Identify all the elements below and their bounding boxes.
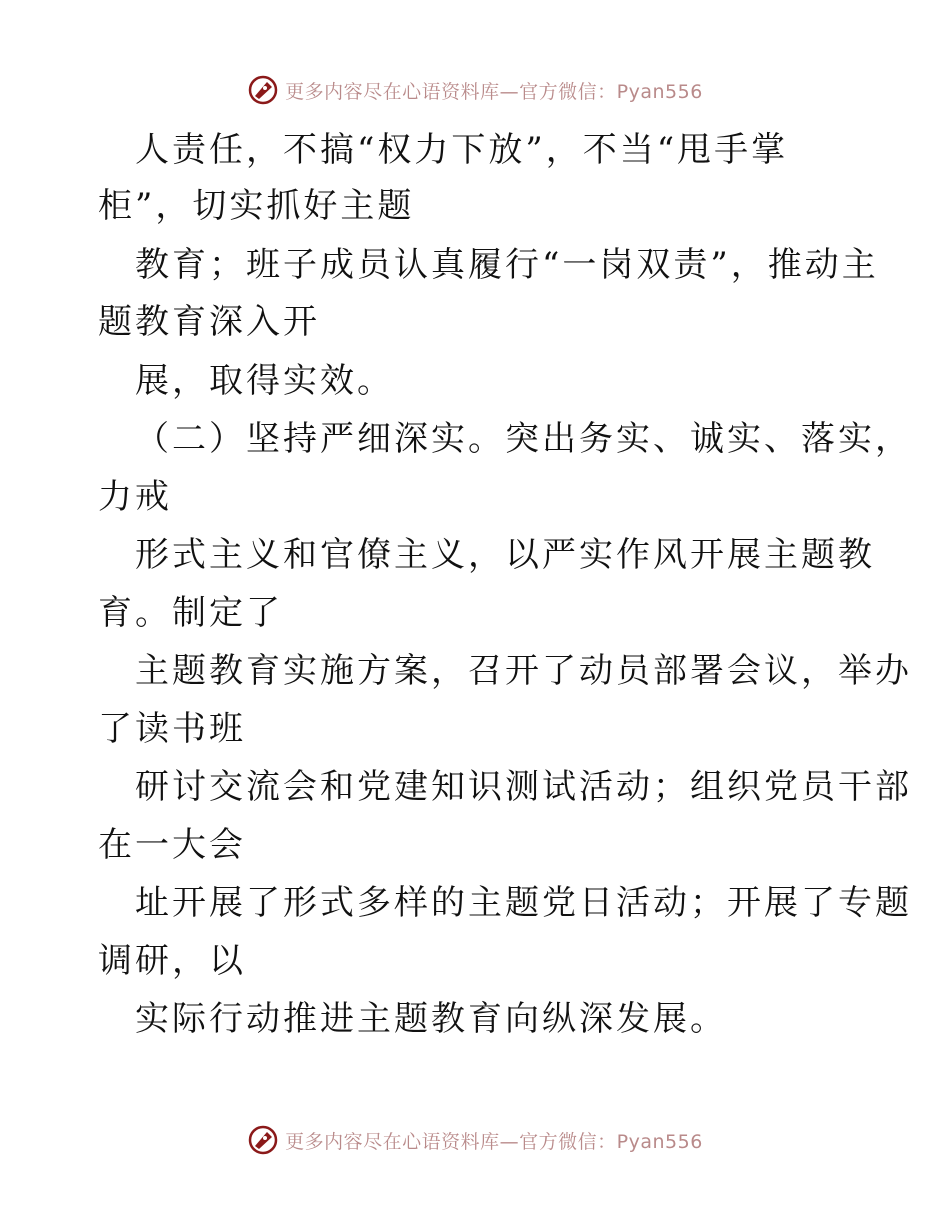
body-line: 柜”，切实抓好主题	[98, 186, 415, 226]
body-line: 了读书班	[98, 709, 246, 749]
body-line: 形式主义和官僚主义，以严实作风开展主题教	[135, 535, 875, 575]
pen-nib-logo-icon	[247, 1124, 279, 1156]
watermark-text: 更多内容尽在心语资料库—官方微信：Pyan556	[285, 80, 703, 103]
watermark-text: 更多内容尽在心语资料库—官方微信：Pyan556	[285, 1130, 703, 1153]
body-line: 力戒	[98, 477, 172, 517]
body-line: 育。制定了	[98, 593, 283, 633]
body-line: 实际行动推进主题教育向纵深发展。	[135, 999, 727, 1039]
body-line: 展，取得实效。	[135, 361, 394, 401]
body-line: 在一大会	[98, 825, 246, 865]
body-line: 调研，以	[98, 941, 246, 981]
body-line: 主题教育实施方案，召开了动员部署会议，举办	[135, 651, 912, 691]
header-watermark	[0, 70, 950, 110]
pen-nib-logo-icon	[247, 74, 279, 106]
body-line: 研讨交流会和党建知识测试活动；组织党员干部	[135, 767, 912, 807]
body-line: 教育；班子成员认真履行“一岗双责”，推动主	[135, 245, 879, 285]
body-line: 人责任，不搞“权力下放”，不当“甩手掌	[135, 130, 789, 170]
body-line: 题教育深入开	[98, 302, 320, 342]
footer-watermark	[0, 1120, 950, 1160]
body-line: （二）坚持严细深实。突出务实、诚实、落实，	[135, 419, 912, 459]
body-line: 址开展了形式多样的主题党日活动；开展了专题	[135, 883, 912, 923]
